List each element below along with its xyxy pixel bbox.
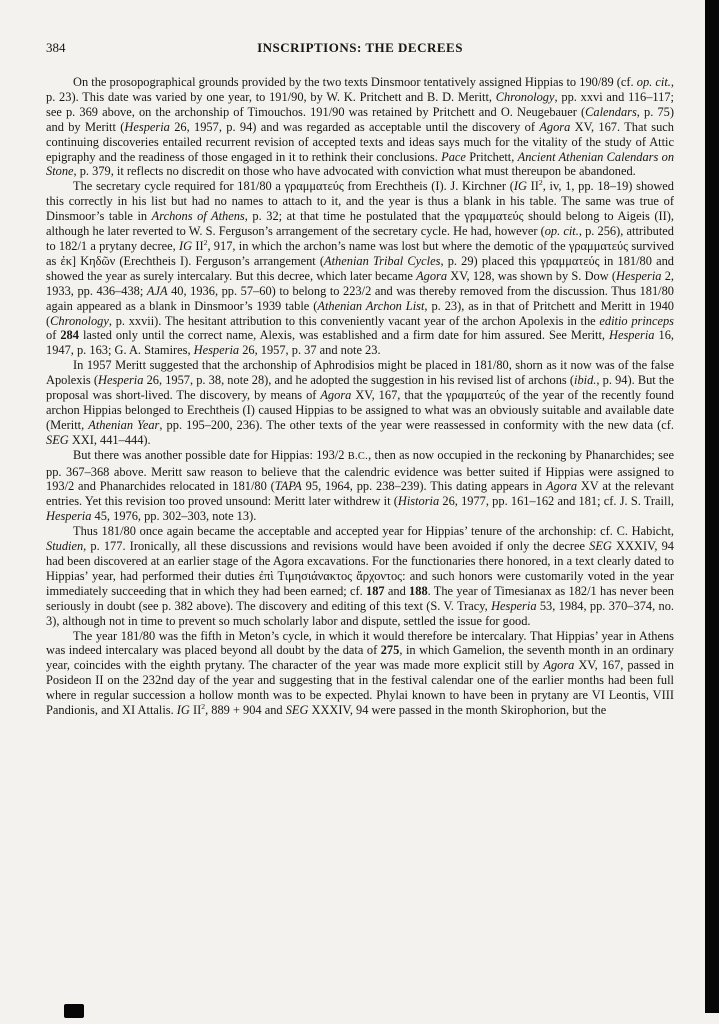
paragraph: On the prosopographical grounds provided by the two texts Dinsmoor tentatively assigned Hippias to 190/89 (cf. op. cit., p. 23). This date was varied by one year, to 191/90, by W. K. Pritchett and B. D. Meritt, Chronology, pp. xxvi and 116–117; see p. 369 above, on the archonship of Timouchos. 191/90 was retained by Pritchett and O. Neugebauer (Calendars, p. 75) and by Meritt (Hesperia 26, 1957, p. 94) and was regarded as acceptable until the discovery of Agora XV, 167. That such continuing discoveries entailed recurrent revision of accepted texts and ideas says much for the vitality of the study of Attic epigraphy and the readiness of those engaged in it to rethink their conclusions. Pace Pritchett, Ancient Athenian Calendars on Stone, p. 379, it reflects no discredit on those who have advocated with conviction what must thereupon be abandoned. xyxy=(46,75,675,179)
body-text xyxy=(46,75,674,718)
scan-blot-artifact xyxy=(64,1004,84,1018)
paragraph: The secretary cycle required for 181/80 a γραμματεύς from Erechtheis (I). J. Kirchner (IG $II^2$, iv, 1, pp. 18–19) showed this correctly in his list but had no names to attach to it, and the year is thus a blank in his table. The same was true of Dinsmoor’s table in Archons of Athens, p. 32; at that time he postulated that the γραμματεύς should belong to Aigeis (II), although he later reverted to W. S. Ferguson’s arrangement of the secretary cycle. He had, however (op. cit., p. 256), attributed to 182/1 a prytany decree, IG $II^2$, 917, in which the archon’s name was lost but where the demotic of the γραμματεύς survived as ἐκ] Κηδῶν (Erechtheis I). Ferguson’s arrangement (Athenian Tribal Cycles, p. 29) placed this γραμματεύς in 181/80 and showed the year as surely intercalary. But this decree, which later became Agora XV, 128, was shown by S. Dow (Hesperia 2, 1933, pp. 436–438; AJA 40, 1936, pp. 57–60) to belong to 223/2 and was thereby removed from the discussion. Thus 181/80 again appeared as a blank in Dinsmoor’s 1939 table (Athenian Archon List, p. 23), as in that of Pritchett and Meritt in 1940 (Chronology, p. xxvii). The hesitant attribution to this conveniently vacant year of the archon Apolexis in the editio princeps of 284 lasted only until the correct name, Alexis, was established and a firm date for him assured. See Meritt, Hesperia 16, 1947, p. 163; G. A. Stamires, Hesperia 26, 1957, p. 37 and note 23. xyxy=(46,178,675,358)
running-head xyxy=(46,40,674,58)
running-title: INSCRIPTIONS: THE DECREES xyxy=(257,40,463,55)
paragraph: Thus 181/80 once again became the acceptable and accepted year for Hippias’ tenure of the archonship: cf. C. Habicht, Studien, p. 177. Ironically, all these discussions and revisions would have been avoided if only the decree SEG XXXIV, 94 had been discovered at an earlier stage of the Agora excavations. For the functionaries there honored, in a text clearly dated to Hippias’ year, had performed their duties ἐπὶ Τιμησιάνακτος ἄρχοντος: and such honors were customarily voted in the year immediately succeeding that in which they had been earned; cf. 187 and 188. The year of Timesianax as 182/1 has never been seriously in doubt (see p. 382 above). The discovery and editing of this text (S. V. Tracy, Hesperia 53, 1984, pp. 370–374, no. 3), although not in time to prevent so much scholarly labor and dispute, settled the issue for good. xyxy=(46,524,675,628)
page-number: 384 xyxy=(46,40,66,55)
paragraph: In 1957 Meritt suggested that the archonship of Aphrodisios might be placed in 181/80, shorn as it now was of the false Apolexis (Hesperia 26, 1957, p. 38, note 28), and he adopted the suggestion in his revised list of archons (ibid., p. 94). But the proposal was short-lived. The discovery, by means of Agora XV, 167, that the γραμματεύς of the year of the recently found archon Hippias belonged to Erechtheis (I) caused Hippias to be assigned to what was an obviously suitable and available date (Meritt, Athenian Year, pp. 195–200, 236). The other texts of the year were reassessed in conformity with the new data (cf. SEG XXI, 441–444). xyxy=(46,358,675,447)
page-content xyxy=(46,40,674,718)
paragraph: The year 181/80 was the fifth in Meton’s cycle, in which it would therefore be intercalary. That Hippias’ year in Athens was indeed intercalary was placed beyond all doubt by the data of 275, in which Gamelion, the seventh month in an ordinary year, coincides with the eighth prytany. The character of the year was made more explicit still by Agora XV, 167, passed in Posideon II on the 232nd day of the year and suggesting that in the festival calendar one of the earlier months had been full where in regular succession a hollow month was to be expected. Phylai known to have been in prytany are VI Leontis, VIII Pandionis, and XI Attalis. IG $II^2$, 889 + 904 and SEG XXXIV, 94 were passed in the month Skirophorion, but the xyxy=(46,628,674,718)
scan-edge-artifact xyxy=(705,0,719,1013)
paragraph: But there was another possible date for Hippias: 193/2 B.C., then as now occupied in the reckoning by Phanarchides; see pp. 367–368 above. Meritt saw reason to believe that the calendric evidence was better suited if Hippias were assigned to 193/2 and Phanarchides relocated in 181/80 (TAPA 95, 1964, pp. 238–239). This dating appears in Agora XV at the relevant entries. Yet this revision too proved unsound: Meritt later withdrew it (Historia 26, 1977, pp. 161–162 and 181; cf. J. S. Traill, Hesperia 45, 1976, pp. 302–303, note 13). xyxy=(46,447,674,524)
